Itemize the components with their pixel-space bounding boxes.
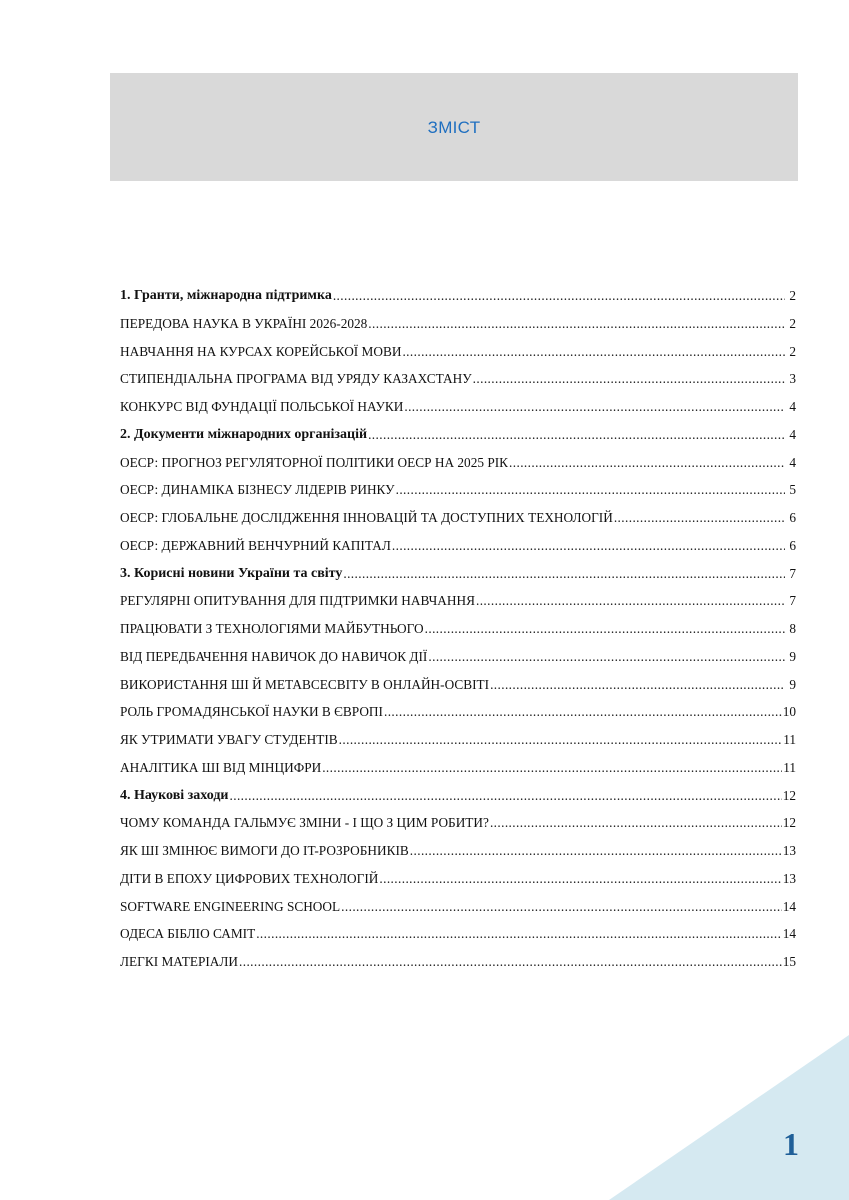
toc-entry-title: ЛЕГКІ МАТЕРІАЛИ [120,954,238,969]
toc-entry[interactable] [120,476,796,504]
toc-dot-leader [379,865,781,893]
toc-entry-title: ОЕСР: ГЛОБАЛЬНЕ ДОСЛІДЖЕННЯ ІННОВАЦІЙ ТА ДОСТУПНИХ ТЕХНОЛОГІЙ [120,510,613,525]
toc-dot-leader [343,560,785,588]
toc-dot-leader [490,671,785,699]
toc-dot-leader [490,809,782,837]
toc-entry[interactable] [120,393,796,421]
toc-dot-leader [333,282,785,310]
toc-dot-leader [256,920,782,948]
toc-entry-title: SOFTWARE ENGINEERING SCHOOL [120,898,341,914]
toc-entry-title: ЯК ШІ ЗМІНЮЄ ВИМОГИ ДО IT-РОЗРОБНИКІВ [120,843,409,858]
toc-dot-leader [476,587,785,615]
toc-dot-leader [384,698,782,726]
toc-dot-leader [473,365,785,393]
toc-entry-title: НАВЧАННЯ НА КУРСАХ КОРЕЙСЬКОЇ МОВИ [120,343,402,359]
toc-dot-leader [425,615,785,643]
toc-entry-page: 13 [782,843,796,858]
toc-entry-title: ЧОМУ КОМАНДА ГАЛЬМУЄ ЗМІНИ - І ЩО З ЦИМ РОБИТИ? [120,815,489,831]
toc-entry-title: ОЕСР: ПРОГНОЗ РЕГУЛЯТОРНОЇ ПОЛІТИКИ ОЕСР НА 2025 РІК [120,454,509,470]
toc-entry-page: 4 [789,426,796,442]
toc-entry[interactable] [120,920,796,948]
toc-entry-title: ОЕСР: ДИНАМІКА БІЗНЕСУ ЛІДЕРІВ РИНКУ [120,482,395,498]
toc-entry-page: 12 [782,787,796,803]
toc-dot-leader [428,643,785,671]
toc-entry[interactable] [120,587,796,615]
toc-entry-title: СТИПЕНДІАЛЬНА ПРОГРАМА ВІД УРЯДУ КАЗАХСТАНУ [120,371,472,387]
toc-entry-page: 8 [789,621,796,636]
toc-entry-page: 7 [789,565,796,581]
toc-section-entry[interactable] [120,421,796,449]
toc-entry-page: 2 [789,343,796,359]
toc-entry-page: 6 [789,537,796,553]
toc-dot-leader [509,449,785,477]
toc-entry-title: ОЕСР: ДЕРЖАВНИЙ ВЕНЧУРНИЙ КАПІТАЛ [120,537,391,553]
toc-entry[interactable] [120,365,796,393]
toc-entry-page: 7 [789,593,796,609]
toc-entry-page: 6 [789,510,796,525]
table-of-contents [120,282,796,976]
toc-dot-leader [392,532,785,560]
toc-dot-leader [368,421,785,449]
toc-dot-leader [239,948,782,976]
toc-dot-leader [614,504,785,532]
toc-entry-page: 13 [782,870,796,886]
toc-entry-page: 9 [789,648,796,664]
toc-entry-title: 3. Корисні новини України та світу [120,565,343,581]
toc-entry-title: РОЛЬ ГРОМАДЯНСЬКОЇ НАУКИ В ЄВРОПІ [120,704,383,720]
toc-entry[interactable] [120,726,796,754]
toc-entry-page: 9 [789,676,796,692]
toc-dot-leader [230,782,782,810]
toc-entry-page: 14 [782,898,796,914]
page-title: ЗМІСТ [427,118,481,137]
toc-entry-page: 11 [783,759,796,775]
toc-dot-leader [404,393,785,421]
toc-entry[interactable] [120,698,796,726]
toc-entry-title: ЯК УТРИМАТИ УВАГУ СТУДЕНТІВ [120,732,338,747]
toc-entry[interactable] [120,865,796,893]
toc-entry-title: 4. Наукові заходи [120,787,229,803]
toc-section-entry[interactable] [120,782,796,810]
toc-entry-page: 10 [782,704,796,720]
page-number: 1 [783,1126,799,1162]
toc-entry-title: ДІТИ В ЕПОХУ ЦИФРОВИХ ТЕХНОЛОГІЙ [120,870,379,886]
toc-entry[interactable] [120,893,796,921]
toc-entry-page: 12 [782,815,796,831]
toc-entry-title: АНАЛІТИКА ШІ ВІД МІНЦИФРИ [120,759,322,775]
toc-dot-leader [339,726,783,754]
toc-dot-leader [322,754,782,782]
toc-dot-leader [402,338,785,366]
toc-entry[interactable] [120,338,796,366]
toc-entry-title: ПРАЦЮВАТИ З ТЕХНОЛОГІЯМИ МАЙБУТНЬОГО [120,621,424,636]
toc-section-entry[interactable] [120,282,796,310]
toc-entry-page: 4 [789,399,796,414]
toc-entry-page: 3 [789,371,796,387]
toc-dot-leader [396,476,785,504]
toc-entry[interactable] [120,532,796,560]
toc-entry[interactable] [120,837,796,865]
toc-entry-page: 2 [789,315,796,331]
toc-entry-title: ВИКОРИСТАННЯ ШІ Й МЕТАВСЕСВІТУ В ОНЛАЙН-ОСВІТІ [120,676,490,692]
toc-entry[interactable] [120,809,796,837]
toc-entry[interactable] [120,310,796,338]
toc-entry[interactable] [120,615,796,643]
toc-entry[interactable] [120,671,796,699]
toc-entry[interactable] [120,948,796,976]
toc-entry-title: ВІД ПЕРЕДБАЧЕННЯ НАВИЧОК ДО НАВИЧОК ДІЇ [120,648,428,664]
toc-entry-page: 2 [789,288,796,303]
toc-header-box [110,73,798,181]
toc-entry-title: 2. Документи міжнародних організацій [120,426,368,442]
toc-entry-title: РЕГУЛЯРНІ ОПИТУВАННЯ ДЛЯ ПІДТРИМКИ НАВЧАННЯ [120,593,475,609]
toc-dot-leader [341,893,782,921]
toc-entry-page: 11 [783,732,796,747]
toc-section-entry[interactable] [120,560,796,588]
toc-entry-page: 5 [789,482,796,498]
toc-entry-title: ОДЕСА БІБЛІО САМІТ [120,926,256,942]
toc-dot-leader [368,310,785,338]
toc-entry[interactable] [120,504,796,532]
toc-entry-title: ПЕРЕДОВА НАУКА В УКРАЇНІ 2026-2028 [120,315,368,331]
toc-dot-leader [410,837,782,865]
corner-decoration [609,1035,849,1200]
toc-entry-title: 1. Гранти, міжнародна підтримка [120,288,332,303]
toc-entry-page: 4 [789,454,796,470]
toc-entry-page: 14 [782,926,796,942]
toc-entry[interactable] [120,449,796,477]
toc-entry[interactable] [120,754,796,782]
toc-entry-page: 15 [782,954,796,969]
toc-entry[interactable] [120,643,796,671]
toc-entry-title: КОНКУРС ВІД ФУНДАЦІЇ ПОЛЬСЬКОЇ НАУКИ [120,399,404,414]
